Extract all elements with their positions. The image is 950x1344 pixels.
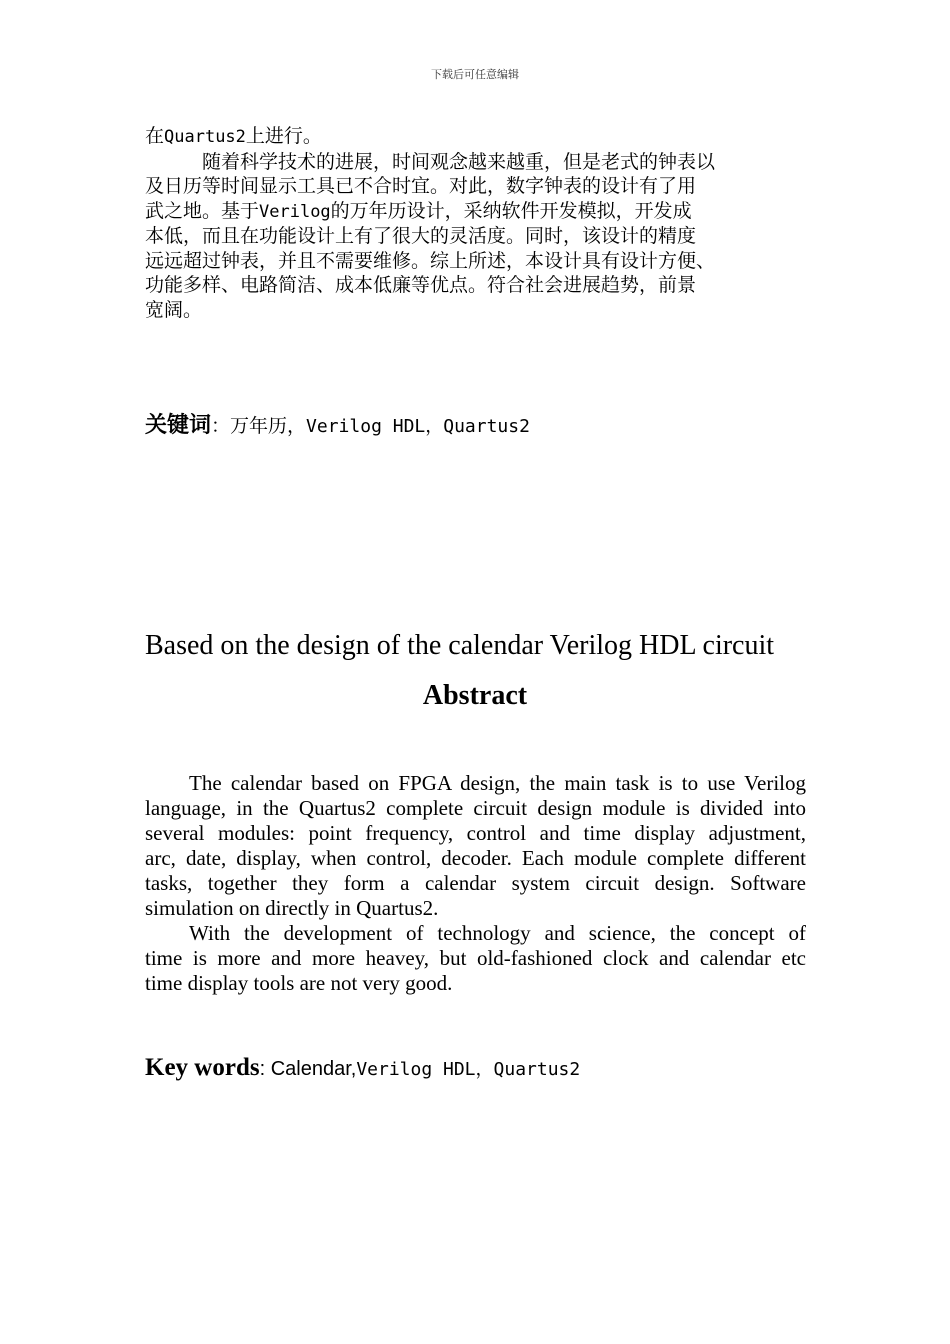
cn-line-3: 及日历等时间显示工具已不合时宜。对此，数字钟表的设计有了用 bbox=[145, 175, 697, 197]
chinese-keywords-mono: Verilog HDL，Quartus2 bbox=[306, 416, 530, 437]
cn-line-1: 在Quartus2上进行。 bbox=[145, 125, 322, 147]
english-keywords-plain: Calendar, bbox=[265, 1058, 357, 1080]
chinese-keywords bbox=[145, 408, 530, 439]
cn-line-6: 远远超过钟表，并且不需要维修。综上所述，本设计具有设计方便、 bbox=[145, 249, 716, 272]
cn-line-8: 宽阔。 bbox=[145, 298, 203, 321]
cn-line-4: 武之地。基于Verilog的万年历设计，采纳软件开发模拟，开发成 bbox=[145, 199, 692, 222]
english-title: Based on the design of the calendar Verilog HDL circuit bbox=[145, 630, 775, 661]
header-note: 下载后可任意编辑 bbox=[431, 68, 519, 81]
english-keywords bbox=[145, 1054, 580, 1082]
en-line-2: language, in the Quartus2 complete circuit design module is divided into bbox=[145, 796, 806, 820]
abstract-heading: Abstract bbox=[422, 680, 528, 711]
en-line-8: time is more and more heavey, but old-fashioned clock and calendar etc bbox=[145, 946, 806, 970]
cn-line-2: 随着科学技术的进展，时间观念越来越重，但是老式的钟表以 bbox=[202, 150, 716, 173]
en-line-6: simulation on directly in Quartus2. bbox=[145, 896, 439, 920]
en-line-7: With the development of technology and science, the concept of bbox=[189, 921, 806, 945]
english-keywords-label: Key words bbox=[145, 1054, 260, 1081]
english-keywords-colon: : bbox=[259, 1058, 266, 1080]
en-line-3: several modules: point frequency, control and time display adjustment, bbox=[145, 821, 806, 845]
english-keywords-mono: Verilog HDL，Quartus2 bbox=[356, 1059, 581, 1080]
cn-line-7: 功能多样、电路简洁、成本低廉等优点。符合社会进展趋势，前景 bbox=[145, 274, 697, 296]
english-abstract-body bbox=[145, 771, 806, 996]
en-line-4: arc, date, display, when control, decoder. Each module complete different bbox=[145, 846, 806, 870]
chinese-keywords-colon: ： bbox=[211, 415, 231, 437]
en-line-5: tasks, together they form a calendar system circuit design. Software bbox=[145, 871, 806, 895]
chinese-keywords-cn: 万年历， bbox=[230, 415, 307, 437]
chinese-abstract-body bbox=[145, 124, 810, 322]
cn-line-5: 本低，而且在功能设计上有了很大的灵活度。同时，该设计的精度 bbox=[145, 225, 697, 247]
en-line-9: time display tools are not very good. bbox=[145, 971, 453, 995]
chinese-keywords-label: 关键词 bbox=[145, 413, 212, 438]
en-line-1: The calendar based on FPGA design, the main task is to use Verilog bbox=[189, 771, 806, 795]
